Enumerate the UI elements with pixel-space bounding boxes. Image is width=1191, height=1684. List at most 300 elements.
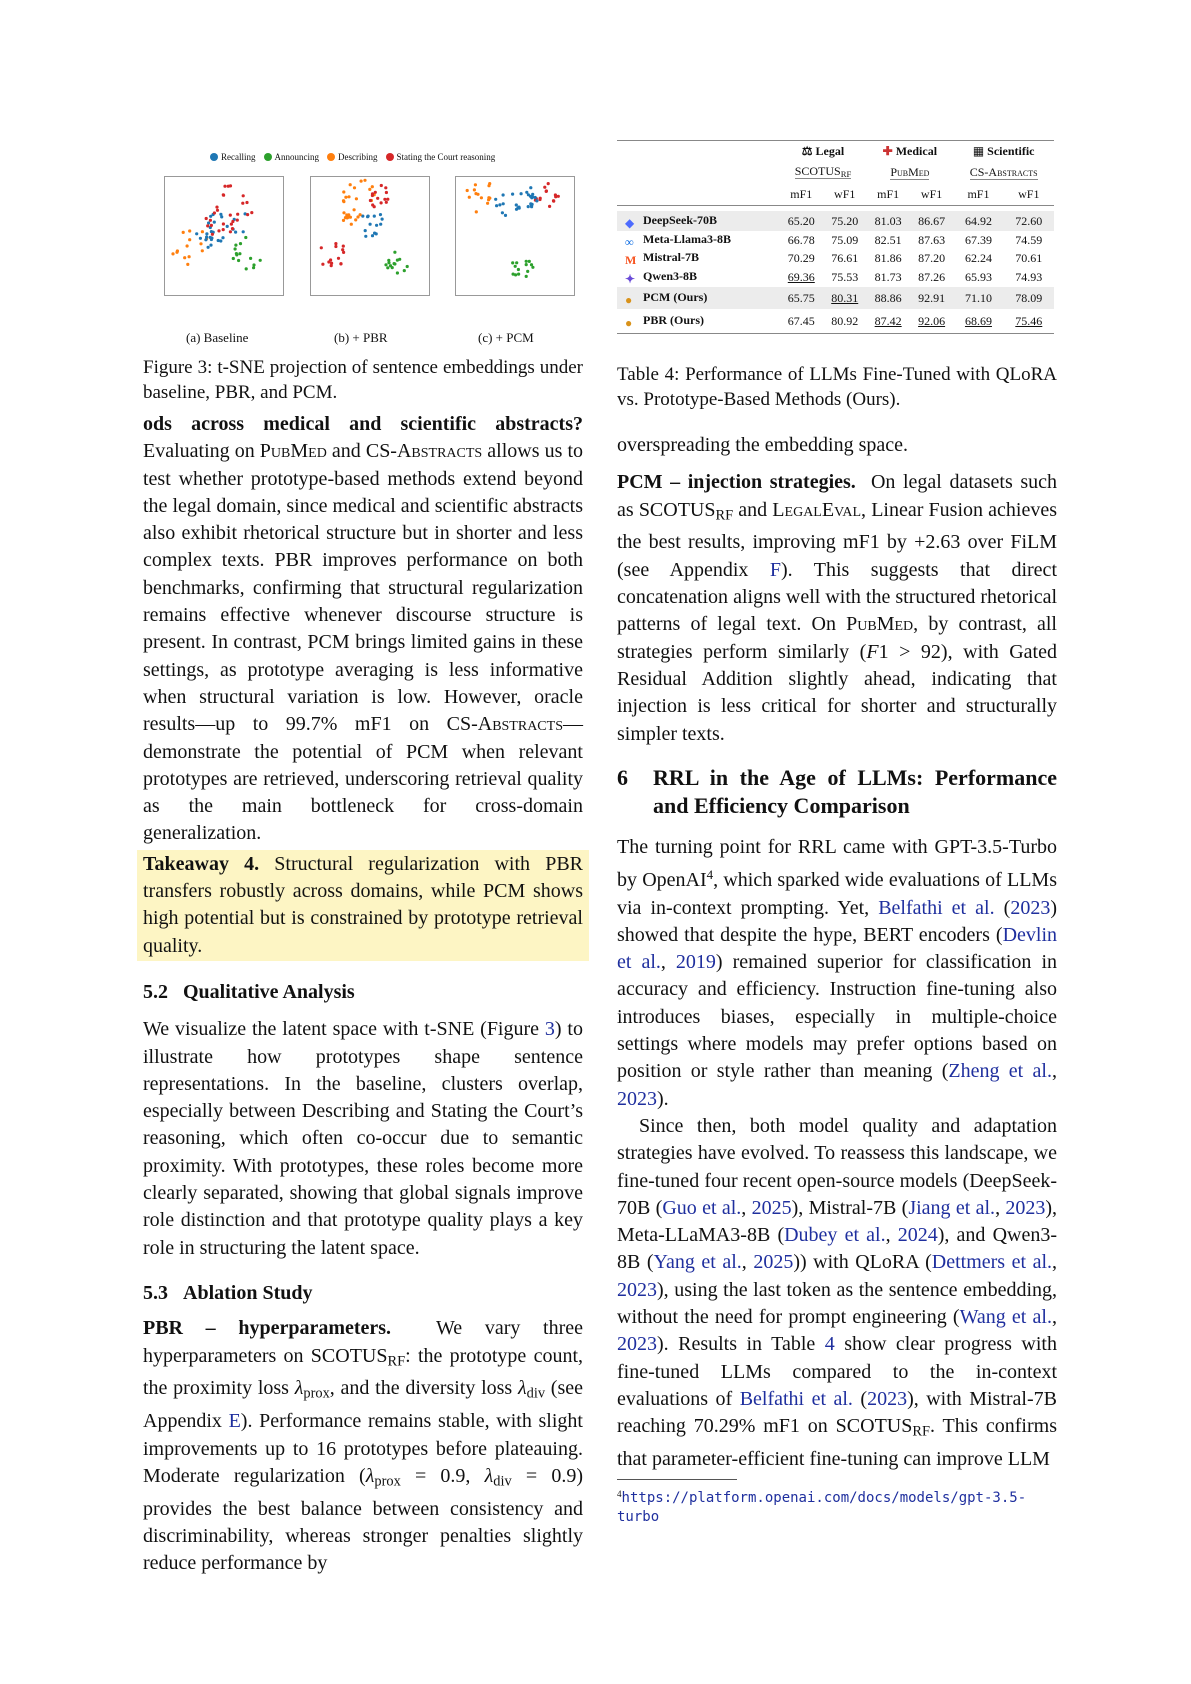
scatter-point bbox=[239, 242, 242, 245]
scatter-point bbox=[529, 202, 532, 205]
scatter-point bbox=[385, 191, 388, 194]
table-cell: 74.93 bbox=[1015, 269, 1043, 284]
scatter-point bbox=[473, 188, 476, 191]
legend-item-announcing bbox=[264, 152, 320, 162]
scatter-point bbox=[229, 214, 232, 217]
figure-3-caption: Figure 3: t-SNE projection of sentence embeddings under baseline, PBR, and PCM. bbox=[143, 357, 583, 403]
scatter-point bbox=[221, 236, 224, 239]
footnote-marker: 4 bbox=[706, 867, 714, 883]
scatter-point bbox=[252, 266, 255, 269]
scatter-point bbox=[232, 257, 235, 260]
scatter-point bbox=[474, 192, 477, 195]
metric-header: wF1 bbox=[920, 186, 943, 201]
scatter-point bbox=[393, 251, 396, 254]
metric-header: mF1 bbox=[967, 186, 990, 201]
scatter-point bbox=[502, 202, 505, 205]
domain-label: Scientific bbox=[987, 143, 1035, 158]
scatter-point bbox=[347, 213, 350, 216]
scatter-point bbox=[406, 265, 409, 268]
dataset-pubmed bbox=[866, 161, 953, 183]
scatter-point bbox=[242, 230, 245, 233]
scatter-point bbox=[236, 213, 239, 216]
table-4-caption: Table 4: Performance of LLMs Fine-Tuned with QLoRA vs. Prototype-Based Methods (Ours). bbox=[617, 364, 1057, 410]
calculator-icon: ▦ bbox=[972, 143, 985, 158]
scatter-point bbox=[195, 232, 198, 235]
deepseek-icon: ◆ bbox=[625, 215, 635, 230]
scatter-point bbox=[186, 244, 189, 247]
paragraph-since-then: Since then, both model quality and adaptation strategies have evolved. To reassess this landscape, we fine-tuned four recent open-source models (DeepSeek-70B (Guo et al., 2025), Mistral-7B (Jiang et al., 2023), Meta-LLaMA3-8B (Dubey et al., 2024), and Qwen3-8B (Yang et al., 2025)) with QLoRA (Dettmers et al., 2023), using the last token as the sentence embedding, without the need for prompt engineering (Wang et al., 2023). Results in Table 4 show clear progress with fine-tuned LLMs compared to the in-context evaluations of Belfathi et al. (2023), with Mistral-7B reaching 70.29% mF1 on $SCOTUS_{RF}$. This confirms that parameter-efficient fine-tuning can improve LLM bbox=[617, 1114, 1058, 1471]
scatter-point bbox=[222, 222, 225, 225]
scatter-point bbox=[515, 203, 518, 206]
scatter-point bbox=[223, 185, 226, 188]
legend-dot bbox=[210, 153, 218, 161]
scatter-point bbox=[213, 211, 216, 214]
scatter-point bbox=[199, 237, 202, 240]
paragraph-pcm-injection: PCM – injection strategies. On legal datasets such as $SCOTUS_{RF}$ and LegalEval, Linear Fusion achieves the best results, improving mF1 by +2.63 over FiLM (see Appendix F). This suggests that direct concatenation aligns well with the structured rhetorical patterns of legal text. On PubMed, by contrast, all strategies perform similarly (F1 > 92), with Gated Residual Addition slightly ahead, indicating that injection is less critical for shorter and structurally simpler texts. bbox=[617, 471, 1058, 745]
scatter-point bbox=[543, 186, 546, 189]
scatter-point bbox=[375, 232, 378, 235]
scatter-point bbox=[379, 213, 382, 216]
scatter-point bbox=[364, 229, 367, 232]
scatter-point bbox=[380, 201, 383, 204]
paragraph-lead: PBR – hyperparameters. bbox=[143, 1317, 392, 1340]
scatter-point bbox=[498, 203, 501, 206]
scatter-point bbox=[475, 210, 478, 213]
scatter-point bbox=[188, 229, 191, 232]
metric-header: wF1 bbox=[834, 186, 856, 201]
scatter-point bbox=[245, 267, 248, 270]
legend-item-describing bbox=[327, 152, 378, 162]
dataset-label: SCOTUS bbox=[794, 164, 841, 179]
section-6-heading bbox=[617, 764, 1057, 820]
scatter-point bbox=[321, 263, 324, 266]
scatter-point bbox=[209, 219, 212, 222]
scatter-point bbox=[486, 202, 489, 205]
scatter-point bbox=[188, 238, 191, 241]
section-number: 5.3 bbox=[143, 1281, 168, 1304]
scatter-point bbox=[246, 213, 249, 216]
mistral-icon: M bbox=[625, 252, 637, 267]
scatter-point bbox=[347, 195, 350, 198]
scatter-point bbox=[531, 196, 534, 199]
table-4 bbox=[617, 140, 1054, 334]
scatter-point bbox=[183, 256, 186, 259]
scatter-point bbox=[371, 194, 374, 197]
scatter-point bbox=[525, 263, 528, 266]
table-row bbox=[617, 267, 1054, 287]
scatter-point bbox=[252, 263, 255, 266]
footnote bbox=[617, 1485, 1057, 1527]
scatter-point bbox=[531, 266, 534, 269]
takeaway-text: Structural regularization with PBR transfers robustly across domains, while PCM shows high potential but is constrained by prototype retrieval quality. bbox=[143, 852, 584, 957]
table-cell: 86.67 bbox=[910, 211, 953, 231]
scatter-point bbox=[334, 245, 337, 248]
table-cell: 70.61 bbox=[1015, 250, 1043, 265]
section-number: 6 bbox=[617, 764, 628, 790]
scatter-point bbox=[201, 249, 204, 252]
takeaway-box bbox=[137, 850, 589, 961]
scatter-point bbox=[386, 198, 389, 201]
scatter-point bbox=[504, 214, 507, 217]
footnote-number: 4 bbox=[617, 1489, 622, 1500]
scatter-point bbox=[249, 257, 252, 260]
scatter-point bbox=[205, 236, 208, 239]
scatter-point bbox=[525, 260, 528, 263]
table-cell: 64.92 bbox=[953, 211, 1003, 231]
scatter-point bbox=[186, 263, 189, 266]
scatter-point bbox=[520, 192, 523, 195]
figure-legend bbox=[210, 152, 495, 162]
scatter-point bbox=[204, 238, 207, 241]
paragraph-continued: overspreading the embedding space. bbox=[617, 434, 909, 456]
scatter-point bbox=[209, 215, 212, 218]
table-cell: 87.63 bbox=[918, 232, 946, 247]
scatter-point bbox=[373, 215, 376, 218]
scatter-point bbox=[171, 252, 174, 255]
scatter-point bbox=[525, 275, 528, 278]
dataset-label: CS-Abstracts bbox=[969, 164, 1038, 179]
scatter-point bbox=[259, 259, 262, 262]
scatter-point bbox=[344, 196, 347, 199]
scatter-point bbox=[211, 233, 214, 236]
scatter-point bbox=[515, 261, 518, 264]
right-body bbox=[617, 432, 1057, 1527]
scatter-point bbox=[176, 249, 179, 252]
table-row bbox=[617, 231, 1054, 249]
scatter-point bbox=[381, 218, 384, 221]
scatter-point bbox=[480, 196, 483, 199]
domain-header-medical bbox=[866, 141, 953, 162]
scatter-point bbox=[213, 221, 216, 224]
table-cell: 74.59 bbox=[1015, 232, 1043, 247]
table-cell: 62.24 bbox=[964, 250, 992, 265]
scatter-point bbox=[517, 268, 520, 271]
domain-header-scientific bbox=[953, 141, 1054, 162]
domain-label: Medical bbox=[895, 143, 938, 158]
scatter-point bbox=[376, 197, 379, 200]
scatter-point bbox=[206, 224, 209, 227]
scatter-point bbox=[375, 224, 378, 227]
scatter-point bbox=[361, 215, 364, 218]
scatter-point bbox=[495, 204, 498, 207]
table-cell: 65.75 bbox=[780, 287, 823, 309]
scatter-point bbox=[350, 223, 353, 226]
scatter-point bbox=[396, 259, 399, 262]
table-row bbox=[617, 211, 1054, 231]
footnote-url[interactable]: https://platform.openai.com/docs/models/gpt-3.5-turbo bbox=[617, 1490, 1027, 1526]
scatter-point bbox=[393, 262, 396, 265]
table-cell: 80.92 bbox=[831, 313, 859, 328]
scatter-point bbox=[244, 236, 247, 239]
scatter-point bbox=[207, 221, 210, 224]
scatter-point bbox=[342, 199, 345, 202]
scatter-point bbox=[236, 219, 239, 222]
scatter-point bbox=[374, 191, 377, 194]
scatter-point bbox=[363, 179, 366, 182]
scatter-point bbox=[217, 239, 220, 242]
paragraph-lead: PCM – injection strategies. bbox=[617, 471, 856, 494]
scatter-point bbox=[342, 211, 345, 214]
scatter-point bbox=[205, 232, 208, 235]
scatter-point bbox=[535, 199, 538, 202]
table-cell: 81.03 bbox=[866, 211, 909, 231]
legend-label: Stating the Court reasoning bbox=[396, 152, 496, 162]
scatter-point bbox=[502, 193, 505, 196]
scatter-point bbox=[355, 197, 358, 200]
table-cell: 87.42 bbox=[874, 313, 902, 328]
section-number: 5.2 bbox=[143, 980, 168, 1003]
model-name: Mistral-7B bbox=[643, 249, 699, 264]
metric-header: mF1 bbox=[790, 186, 813, 201]
table-cell: 75.53 bbox=[831, 269, 859, 284]
scatter-point bbox=[342, 219, 345, 222]
scatter-point bbox=[514, 265, 517, 268]
scatter-point bbox=[209, 244, 212, 247]
scatter-point bbox=[219, 213, 222, 216]
scatter-point bbox=[527, 193, 530, 196]
dataset-cs-abstracts bbox=[953, 161, 1054, 183]
scatter-point bbox=[234, 247, 237, 250]
table-cell: 92.91 bbox=[910, 287, 953, 309]
dataset-sub: RF bbox=[840, 169, 852, 180]
pbr-icon: ● bbox=[625, 315, 633, 330]
scatter-point bbox=[557, 195, 560, 198]
subcaption-a: (a) Baseline bbox=[186, 330, 249, 345]
scatter-point bbox=[359, 213, 362, 216]
legend-dot bbox=[327, 153, 335, 161]
scatter-point bbox=[387, 259, 390, 262]
scatter-point bbox=[383, 198, 386, 201]
scatter-point bbox=[241, 202, 244, 205]
table-cell: 80.31 bbox=[823, 287, 866, 309]
scatter-point bbox=[342, 190, 345, 193]
scatter-point bbox=[250, 211, 253, 214]
scatter-point bbox=[230, 223, 233, 226]
scatter-point bbox=[360, 180, 363, 183]
scatter-point bbox=[327, 260, 330, 263]
table-row bbox=[617, 287, 1054, 309]
tsne-plot-pbr bbox=[310, 176, 430, 296]
scatter-point bbox=[511, 261, 514, 264]
scatter-point bbox=[334, 242, 337, 245]
table-cell: 78.09 bbox=[1004, 287, 1054, 309]
model-name: PCM (Ours) bbox=[643, 289, 708, 304]
scatter-point bbox=[547, 182, 550, 185]
scatter-point bbox=[501, 211, 504, 214]
scatter-point bbox=[339, 262, 342, 265]
section-title: RRL in the Age of LLMs: Performance and Efficiency Comparison bbox=[653, 764, 1057, 818]
paragraph-lead: ods across medical and scientific abstracts? bbox=[143, 413, 583, 435]
scatter-point bbox=[526, 270, 529, 273]
meta-icon: ∞ bbox=[625, 234, 634, 249]
scatter-point bbox=[205, 217, 208, 220]
scatter-point bbox=[238, 252, 241, 255]
scatter-point bbox=[538, 198, 541, 201]
scatter-point bbox=[386, 266, 389, 269]
scatter-point bbox=[466, 189, 469, 192]
scatter-point bbox=[182, 231, 185, 234]
qwen-icon: ✦ bbox=[625, 271, 636, 286]
paragraph-qualitative: We visualize the latent space with t-SNE (Figure 3) to illustrate how prototypes shape sentence representations. In the baseline, clusters overlap, especially between Describing and Stating the Court’s reasoning, which often co-occur due to semantic proximity. With prototypes, these roles become more clearly separated, showing that global signals improve role distinction and that prototype quality plays a key role in structuring the latent space. bbox=[143, 1018, 583, 1259]
tsne-plot-pcm bbox=[455, 176, 575, 296]
scatter-point bbox=[494, 198, 497, 201]
pcm-icon: ● bbox=[625, 292, 633, 307]
table-cell: 75.09 bbox=[831, 232, 859, 247]
medical-icon: ✚ bbox=[882, 143, 893, 158]
scatter-point bbox=[245, 201, 248, 204]
scatter-point bbox=[534, 196, 537, 199]
legend-label: Announcing bbox=[274, 152, 319, 162]
section-5-3-heading bbox=[143, 1280, 583, 1307]
table-cell: 76.61 bbox=[831, 250, 859, 265]
scatter-point bbox=[487, 184, 490, 187]
table-cell: 88.86 bbox=[866, 287, 909, 309]
model-name: Qwen3-8B bbox=[643, 268, 697, 283]
paragraph-turning-point: The turning point for RRL came with GPT-3.5-Turbo by OpenAI$^4$, which sparked wide evaluations of LLMs via in-context prompting. Yet, Belfathi et al. (2023) showed that despite the hype, BERT encoders (Devlin et al., 2019) remained superior for classification in accuracy and efficiency. Instruction fine-tuning also introduces biases, especially in multiple-choice settings where models may prefer options based on position or style rather than meaning (Zheng et al., 2023). bbox=[617, 835, 1058, 1110]
takeaway-label: Takeaway 4. bbox=[143, 852, 260, 875]
table-cell: 87.26 bbox=[918, 269, 946, 284]
scatter-point bbox=[517, 273, 520, 276]
scatter-point bbox=[364, 235, 367, 238]
scatter-point bbox=[235, 252, 238, 255]
table-row bbox=[617, 249, 1054, 267]
table-cell: 75.20 bbox=[823, 211, 866, 231]
scatter-point bbox=[342, 245, 345, 248]
scatter-point bbox=[487, 198, 490, 201]
scatter-point bbox=[242, 194, 245, 197]
dataset-label: PubMed bbox=[890, 164, 930, 179]
table-cell: 65.93 bbox=[964, 269, 992, 284]
table-cell: 67.39 bbox=[964, 232, 992, 247]
legend-dot bbox=[264, 153, 272, 161]
scatter-point bbox=[468, 196, 471, 199]
section-title: Qualitative Analysis bbox=[183, 980, 355, 1003]
model-name: DeepSeek-70B bbox=[643, 212, 717, 227]
scatter-point bbox=[234, 231, 237, 234]
scatter-point bbox=[552, 199, 555, 202]
scatter-point bbox=[384, 263, 387, 266]
scatter-point bbox=[396, 271, 399, 274]
model-name: PBR (Ours) bbox=[643, 312, 704, 327]
table-cell: 70.29 bbox=[787, 250, 815, 265]
table-cell: 67.45 bbox=[787, 313, 815, 328]
metric-header: wF1 bbox=[1018, 186, 1040, 201]
scatter-point bbox=[371, 234, 374, 237]
tsne-plot-baseline bbox=[164, 176, 284, 296]
table-cell: 65.20 bbox=[780, 211, 823, 231]
scatter-point bbox=[403, 269, 406, 272]
table-cell: 81.73 bbox=[874, 269, 902, 284]
section-5-2-heading bbox=[143, 979, 583, 1006]
scatter-point bbox=[222, 228, 225, 231]
scatter-point bbox=[217, 229, 220, 232]
table-cell: 75.46 bbox=[1015, 313, 1043, 328]
scatter-point bbox=[320, 246, 323, 249]
scatter-point bbox=[353, 186, 356, 189]
scatter-point bbox=[188, 255, 191, 258]
scatter-point bbox=[234, 244, 237, 247]
scatter-point bbox=[349, 183, 352, 186]
scatter-point bbox=[216, 209, 219, 212]
legend-item-stating bbox=[386, 152, 496, 162]
scatter-point bbox=[342, 251, 345, 254]
scatter-point bbox=[391, 266, 394, 269]
scatter-point bbox=[373, 205, 376, 208]
scatter-point bbox=[545, 189, 548, 192]
metric-header: mF1 bbox=[877, 186, 900, 201]
table-cell: 72.60 bbox=[1004, 211, 1054, 231]
scales-icon: ⚖ bbox=[801, 143, 813, 158]
scatter-point bbox=[514, 273, 517, 276]
table-cell: 87.20 bbox=[918, 250, 946, 265]
scatter-point bbox=[369, 223, 372, 226]
table-cell: 66.78 bbox=[787, 232, 815, 247]
scatter-point bbox=[379, 223, 382, 226]
scatter-point bbox=[527, 205, 530, 208]
scatter-point bbox=[207, 246, 210, 249]
scatter-point bbox=[385, 201, 388, 204]
scatter-point bbox=[369, 199, 372, 202]
scatter-point bbox=[199, 242, 202, 245]
scatter-point bbox=[371, 185, 374, 188]
model-name: Meta-Llama3-8B bbox=[643, 231, 731, 246]
scatter-point bbox=[367, 215, 370, 218]
scatter-point bbox=[337, 257, 340, 260]
table-cell: 68.69 bbox=[964, 313, 992, 328]
scatter-point bbox=[511, 193, 514, 196]
domain-label: Legal bbox=[815, 143, 845, 158]
scatter-point bbox=[354, 218, 357, 221]
scatter-point bbox=[384, 186, 387, 189]
table-cell: 92.06 bbox=[918, 313, 946, 328]
scatter-point bbox=[353, 208, 356, 211]
table-cell: 81.86 bbox=[874, 250, 902, 265]
scatter-point bbox=[229, 184, 232, 187]
dataset-scotus bbox=[780, 161, 867, 183]
legend-label: Recalling bbox=[221, 152, 256, 162]
scatter-point bbox=[209, 236, 212, 239]
scatter-point bbox=[528, 260, 531, 263]
scatter-point bbox=[548, 205, 551, 208]
legend-dot bbox=[386, 153, 394, 161]
left-body bbox=[143, 411, 583, 1578]
scatter-point bbox=[231, 227, 234, 230]
scatter-point bbox=[226, 225, 229, 228]
scatter-point bbox=[237, 259, 240, 262]
scatter-point bbox=[518, 207, 521, 210]
scatter-point bbox=[215, 206, 218, 209]
scatter-point bbox=[210, 224, 213, 227]
subcaption-b: (b) + PBR bbox=[334, 330, 388, 345]
domain-header-legal bbox=[780, 141, 867, 162]
table-cell: 82.51 bbox=[874, 232, 902, 247]
scatter-point bbox=[474, 183, 477, 186]
subcaption-c: (c) + PCM bbox=[478, 330, 534, 345]
scatter-point bbox=[529, 186, 532, 189]
table-row bbox=[617, 309, 1054, 334]
footnote-rule bbox=[617, 1479, 737, 1480]
scatter-point bbox=[330, 264, 333, 267]
scatter-point bbox=[222, 193, 225, 196]
legend-label: Describing bbox=[338, 152, 378, 162]
scatter-point bbox=[368, 188, 371, 191]
paragraph-pbr-hyper: PBR – hyperparameters. We vary three hyperparameters on $SCOTUS_{RF}$: the prototype count, the proximity loss $\lambda_{prox}$, and the diversity loss $\lambda_{div}$ (see Appendix E). Performance remains stable, with slight improvements up to 16 prototypes before plateauing. Moderate regularization ($\lambda_{prox} = 0.9$, $\lambda_{div} = 0.9$) provides the best balance between consistency and discriminability, whereas stronger penalties slightly reduce performance by bbox=[143, 1317, 583, 1575]
scatter-point bbox=[229, 230, 232, 233]
table-cell: 71.10 bbox=[953, 287, 1003, 309]
table-cell: 69.36 bbox=[787, 269, 815, 284]
scatter-point bbox=[201, 230, 204, 233]
legend-item-recalling bbox=[210, 152, 256, 162]
